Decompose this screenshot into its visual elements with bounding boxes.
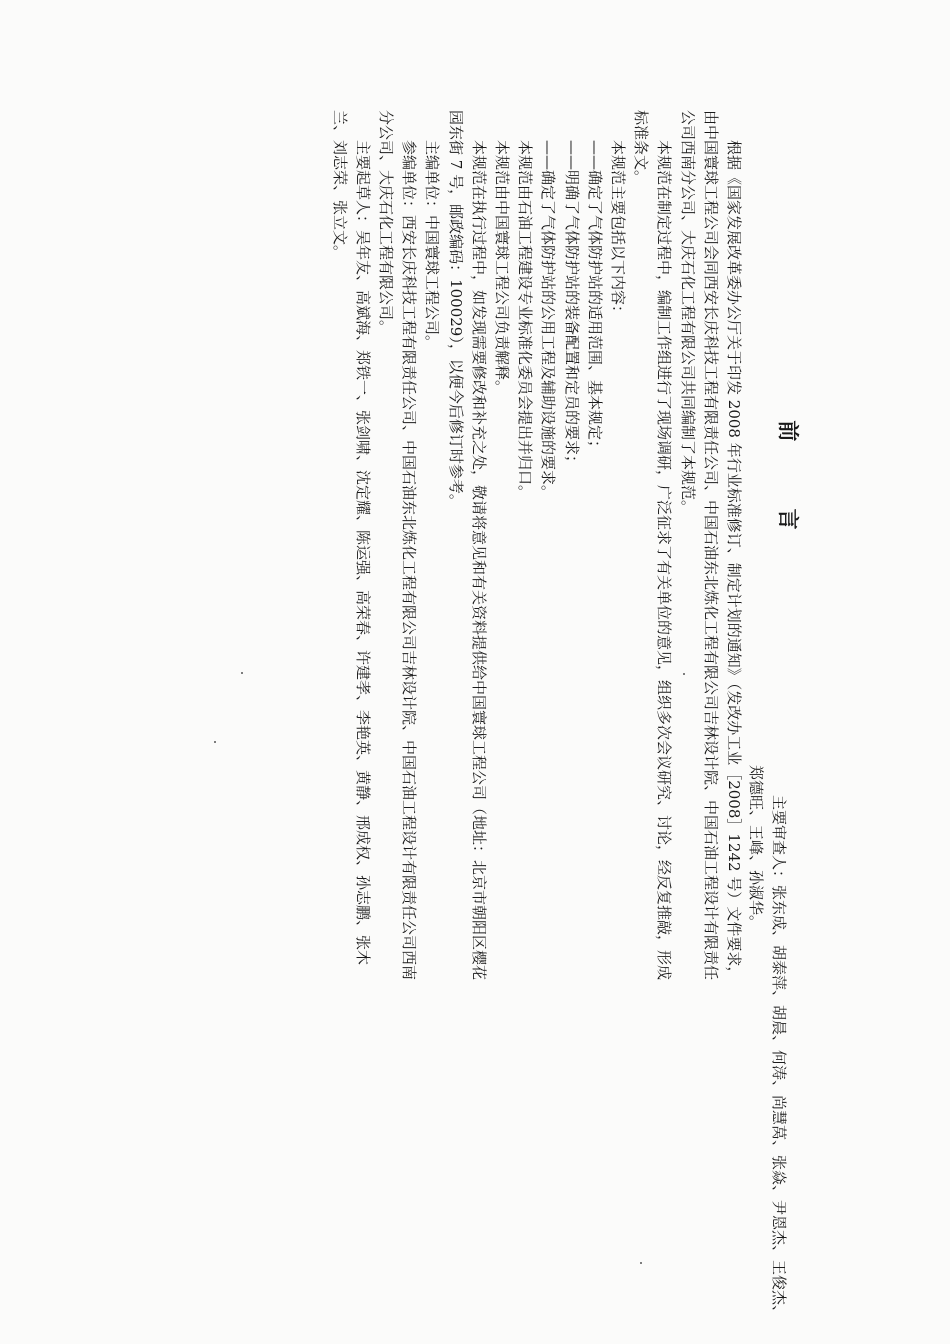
text-column-1 <box>327 110 745 990</box>
paragraph-basis: 根据《国家发展改革委办公厅关于印发 2008 年行业标准修订、制定计划的通知》（发改办工业［2008］1242 号）文件要求，由中国寰球工程公司会同西安长庆科技工程有限责任公司、中国石油东北炼化工程有限公司吉林设计院、中国石油工程设计有限责任公司西南分公司、大庆石化工程有限公司共同编制了本规范。 <box>678 110 743 982</box>
paragraph-process: 本规范在制定过程中，编制工作组进行了现场调研，广泛征求了有关单位的意见，组织多次会议研究、讨论，经反复推敲，形成标准条文。 <box>632 110 674 981</box>
participating-units: 参编单位：西安长庆科技工程有限责任公司、中国石油东北炼化工程有限公司吉林设计院、中国石油工程设计有限责任公司西南分公司、大庆石化工程有限公司。 <box>376 110 419 981</box>
chief-editor-unit: 主编单位：中国寰球工程公司。 <box>423 140 442 351</box>
scan-speck <box>241 672 243 674</box>
paragraph-contents-intro: 本规范主要包括以下内容： <box>608 140 627 321</box>
list-item-scope: ——确定了气体防护站的适用范围、基本规定； <box>585 140 604 456</box>
paragraph-interpreter: 本规范由中国寰球工程公司负责解释。 <box>492 140 511 396</box>
scan-speck <box>683 673 685 675</box>
list-item-utilities: ——确定了气体防护站的公用工程及辅助设施的要求。 <box>539 140 558 501</box>
main-reviewers: 主要审查人：张东成、胡泰萍、胡晨、何涛、尚慧莴、张焱、尹恩杰、王俊杰、郑德旺、王峰、孙淑华。 <box>746 765 788 1321</box>
text-column-2 <box>744 765 790 1325</box>
paragraph-feedback: 本规范在执行过程中，如发现需要修改和补充之处，敬请将意见和有关资料提供给中国寰球工程公司（地址：北京市朝阳区樱花园东街 7 号，邮政编码：100029），以便今后修订时参考。 <box>446 110 488 981</box>
list-item-equipment: ——明确了气体防护站的装备配置和定员的要求； <box>562 140 581 471</box>
page-title: 前 言 <box>776 420 800 560</box>
paragraph-proposer: 本规范由石油工程建设专业标准化委员会提出并归口。 <box>516 140 535 501</box>
scan-speck <box>640 1262 642 1264</box>
main-drafters: 主要起草人：吴年友、高斌海、郑铁一、张剑啸、沈定耀、陈运强、高荣春、许建孝、李艳英、黄静、邢成权、孙志鹏、张木兰、刘志荣、张立文。 <box>330 110 372 966</box>
scan-speck <box>214 741 216 743</box>
